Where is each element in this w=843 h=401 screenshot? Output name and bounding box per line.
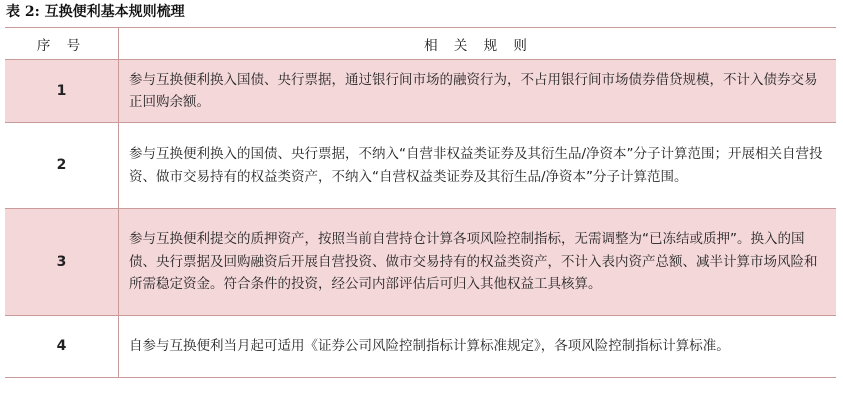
header-related-rules: 相 关 规 则 <box>119 28 837 60</box>
table-title: 表 2: 互换便利基本规则梳理 <box>6 4 185 20</box>
table-row <box>5 316 836 378</box>
row-rule-text: 自参与互换便利当月起可适用《证券公司风险控制指标计算标准规定》，各项风险控制指标计算标准。 <box>119 316 837 378</box>
row-rule-text: 参与互换便利提交的质押资产，按照当前自营持仓计算各项风险控制指标，无需调整为“已冻结或质押”。换入的国债、央行票据及回购融资后开展自营投资、做市交易持有的权益类资产，不计入表内资产总额、减半计算市场风险和所需稳定资金。符合条件的投资，经公司内部评估后可归入其他权益工具核算。 <box>119 209 837 316</box>
row-rule-text: 参与互换便利换入国债、央行票据，通过银行间市场的融资行为，不占用银行间市场债券借贷规模，不计入债券交易正回购余额。 <box>119 60 837 123</box>
rules-table <box>5 27 836 378</box>
header-serial-number: 序 号 <box>5 28 119 60</box>
table-header-row <box>5 28 836 60</box>
row-number: 4 <box>5 316 119 378</box>
table-row <box>5 60 836 123</box>
row-number: 1 <box>5 60 119 123</box>
row-number: 2 <box>5 123 119 209</box>
table-row <box>5 209 836 316</box>
row-rule-text: 参与互换便利换入的国债、央行票据，不纳入“自营非权益类证券及其衍生品/净资本”分子计算范围；开展相关自营投资、做市交易持有的权益类资产，不纳入“自营权益类证券及其衍生品/净资本”分子计算范围。 <box>119 123 837 209</box>
row-number: 3 <box>5 209 119 316</box>
table-row <box>5 123 836 209</box>
